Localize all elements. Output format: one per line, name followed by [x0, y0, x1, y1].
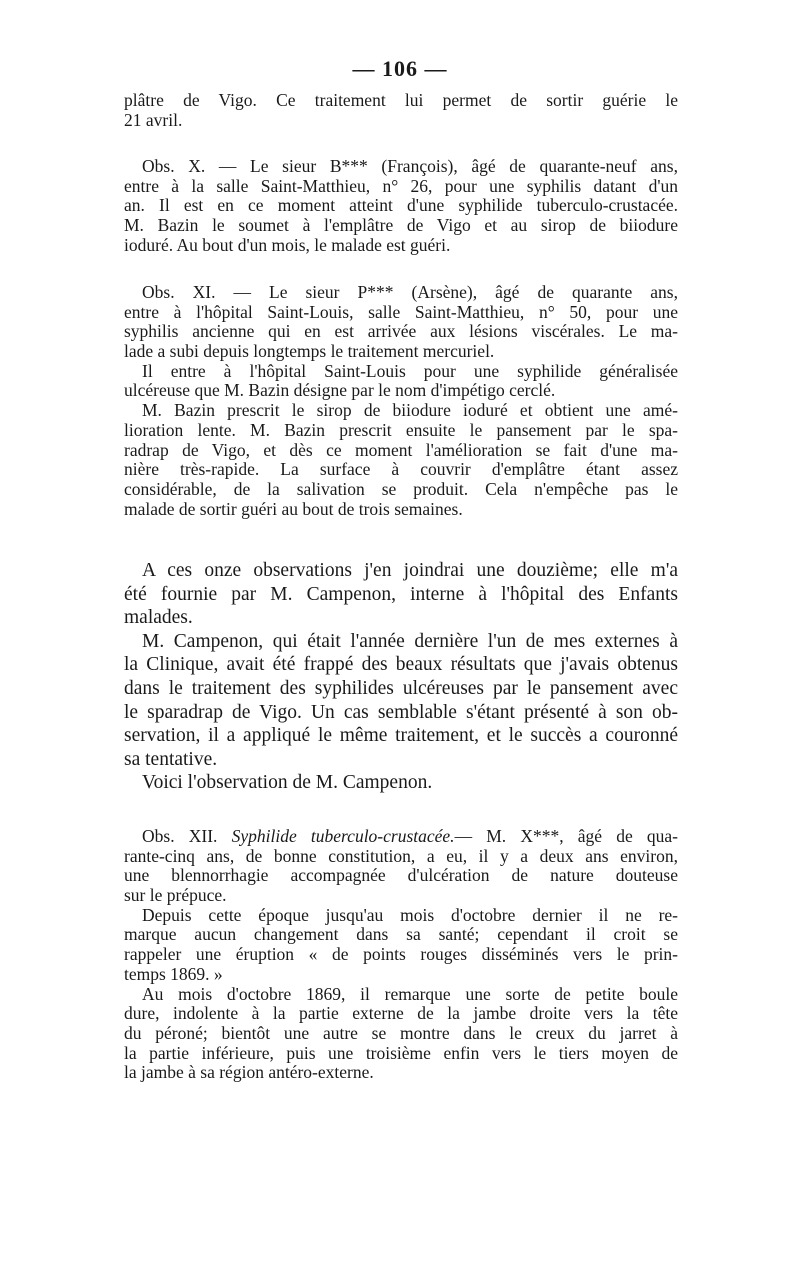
- observation-xi: [124, 283, 678, 519]
- text-line: nière très-rapide. La surface à couvrir d'emplâtre étant assez: [124, 460, 678, 480]
- observation-xii: [124, 827, 678, 1083]
- text-line: une blennorrhagie accompagnée d'ulcération de nature douteuse: [124, 866, 678, 886]
- text-line: marque aucun changement dans sa santé; cependant il croit se: [124, 925, 678, 945]
- text-line: la partie inférieure, puis une troisième enfin vers le tiers moyen de: [124, 1043, 678, 1063]
- text-line: rante-cinq ans, de bonne constitution, a eu, il y a deux ans environ,: [124, 846, 678, 866]
- obs-xii-label: Obs. XII.: [142, 827, 218, 846]
- text-line: dans le traitement des syphilides ulcéreuses par le pansement avec: [124, 677, 678, 699]
- text-line: lioration lente. M. Bazin prescrit ensuite le pansement par le spa-: [124, 420, 678, 440]
- obs-xii-title: Syphilide tuberculo-crustacée.: [231, 827, 455, 846]
- text-line: ioduré. Au bout d'un mois, le malade est guéri.: [124, 235, 451, 255]
- text-line: M. Bazin le soumet à l'emplâtre de Vigo et au sirop de biiodure: [124, 216, 678, 236]
- text-line: plâtre de Vigo. Ce traitement lui permet de sortir guérie le: [124, 91, 678, 110]
- text-line: entre à la salle Saint-Matthieu, n° 26, pour une syphilis datant d'un: [124, 176, 678, 196]
- text-line: entre à l'hôpital Saint-Louis, salle Saint-Matthieu, n° 50, pour une: [124, 302, 678, 322]
- text-line: M. Bazin prescrit le sirop de biiodure ioduré et obtient une amé-: [142, 401, 678, 421]
- observation-x: [124, 157, 678, 255]
- text-line: an. Il est en ce moment atteint d'une syphilide tuberculo-crustacée.: [124, 196, 678, 216]
- text-line: considérable, de la salivation se produit. Cela n'empêche pas le: [124, 479, 678, 499]
- text-line: A ces onze observations j'en joindrai une douzième; elle m'a: [142, 560, 678, 581]
- text-line: du péroné; bientôt une autre se montre dans le creux du jarret à: [124, 1023, 678, 1043]
- text-line: servation, il a appliqué le même traitement, et le succès a couronné: [124, 725, 678, 747]
- text-line: malades.: [124, 607, 193, 629]
- text-line: Au mois d'octobre 1869, il remarque une sorte de petite boule: [142, 984, 678, 1004]
- text-line: sa tentative.: [124, 748, 218, 770]
- text-line: Voici l'observation de M. Campenon.: [142, 772, 433, 794]
- obs-xii-heading-line: [124, 827, 678, 847]
- text-line: Obs. X. — Le sieur B*** (François), âgé de quarante-neuf ans,: [142, 157, 678, 176]
- text-line: temps 1869. »: [124, 964, 223, 984]
- continuation-paragraph: [124, 91, 678, 130]
- text-line: sur le prépuce.: [124, 886, 227, 906]
- text-line: la jambe à sa région antéro-externe.: [124, 1063, 374, 1083]
- body-paragraph-intro: [124, 559, 678, 795]
- text-line: Obs. XI. — Le sieur P*** (Arsène), âgé de quarante ans,: [142, 283, 678, 302]
- text-line: Depuis cette époque jusqu'au mois d'octobre dernier il ne re-: [142, 905, 678, 925]
- text-line: Il entre à l'hôpital Saint-Louis pour une syphilide généralisée: [142, 361, 678, 381]
- page-number: — 106 —: [352, 56, 448, 81]
- text-line: dure, indolente à la partie externe de la jambe droite vers la tête: [124, 1004, 678, 1024]
- text-line: M. Campenon, qui était l'année dernière l'un de mes externes à: [142, 630, 678, 652]
- text-line: été fournie par M. Campenon, interne à l'hôpital des Enfants: [124, 583, 678, 605]
- text-line: syphilis ancienne qui en est arrivée aux lésions viscérales. Le ma-: [124, 322, 678, 342]
- text-line: le sparadrap de Vigo. Un cas semblable s'étant présenté à son ob-: [124, 701, 678, 723]
- text-line: radrap de Vigo, et dès ce moment l'amélioration se fait d'une ma-: [124, 440, 678, 460]
- text-line: rappeler une éruption « de points rouges disséminés vers le prin-: [124, 945, 678, 965]
- text-line: ulcéreuse que M. Bazin désigne par le nom d'impétigo cerclé.: [124, 381, 556, 401]
- obs-xii-heading-rest: — M. X***, âgé de qua-: [454, 827, 678, 846]
- text-line: 21 avril.: [124, 110, 183, 130]
- text-line: la Clinique, avait été frappé des beaux résultats que j'avais obtenus: [124, 654, 678, 676]
- text-line: malade de sortir guéri au bout de trois semaines.: [124, 499, 463, 519]
- text-line: lade a subi depuis longtemps le traitement mercuriel.: [124, 342, 495, 362]
